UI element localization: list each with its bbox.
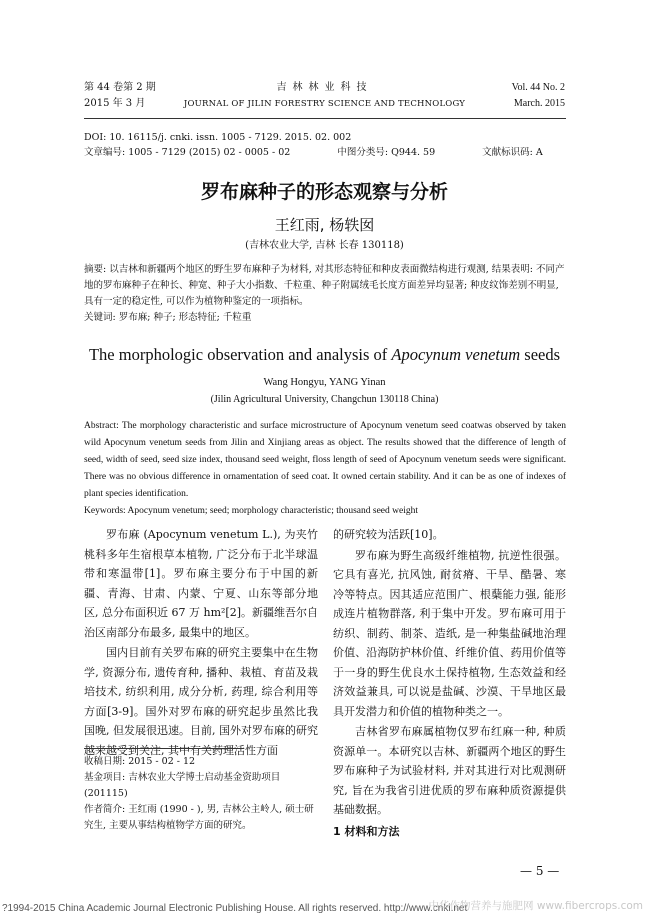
journal-name-cn: 吉林林业科技 — [276, 82, 373, 93]
journal-name-en: JOURNAL OF JILIN FORESTRY SCIENCE AND TECHNOLOGY — [183, 99, 466, 109]
document-code: 文献标识码: A — [482, 147, 543, 158]
fund-info: 基金项目: 吉林农业大学博士启动基金资助项目 (201115) — [84, 772, 281, 799]
article-meta — [84, 130, 587, 160]
body-left-column — [84, 525, 318, 761]
footnote — [84, 754, 318, 834]
affiliation-en: (Jilin Agricultural University, Changchun 130118 China) — [210, 394, 439, 405]
article-number: 文章编号: 1005 - 7129 (2015) 02 - 0005 - 02 — [84, 147, 291, 158]
volume-line: 第 44 卷第 2 期 — [84, 82, 156, 93]
title-en-part3: seeds — [520, 345, 561, 364]
watermark: 中华作物营养与施肥网 www.fibercrops.com — [428, 900, 643, 912]
title-en-part1: The morphologic observation and analysis of — [88, 345, 392, 364]
body-paragraph: 吉林省罗布麻属植物仅罗布红麻一种, 种质资源单一。本研究以吉林、新疆两个地区的野生罗布麻种子为试验材料, 并对其进行对比观测研究, 旨在为我省引进优质的罗布麻种质资源提供基础数据。 — [333, 725, 566, 816]
body-right-column — [333, 525, 566, 821]
footnote-rule — [84, 748, 244, 749]
abstract-cn-block — [84, 262, 566, 326]
volume-issue-en — [512, 80, 565, 112]
section-heading: 1 材料和方法 — [333, 825, 400, 838]
title-en-species: Apocynum venetum — [391, 345, 521, 364]
body-paragraph: 罗布麻 (Apocynum venetum L.), 为夹竹桃科多年生宿根草本植物, 广泛分布于北半球温带和寒温带[1]。罗布麻主要分布于中国的新疆、青海、甘肃、内蒙、宁夏、山东等部分地区, 总分布面积近 67 万 hm²[2]。新疆维吾尔自治区南部分布最多, 最集中的地区。 — [84, 528, 318, 639]
keywords-en: Keywords: Apocynum venetum; seed; morphology characteristic; thousand seed weight — [84, 506, 419, 516]
meta-row — [84, 145, 587, 160]
author-bio: 作者简介: 王红雨 (1990 - ), 男, 吉林公主岭人, 硕士研究生, 主要从事结构植物学方面的研究。 — [84, 804, 314, 831]
title-cn: 罗布麻种子的形态观察与分析 — [200, 181, 448, 203]
body-paragraph: 国内目前有关罗布麻的研究主要集中在生物学, 资源分布, 遗传育种, 播种、栽植、育苗及栽培技术, 纺织利用, 成分分析, 药理, 综合利用等方面[3-9]。国外对罗布麻的研究起步虽然比我国晚, 但发展很迅速。目前, 国外对罗布麻的研究越来越受到关注, 其中有关药理活性方面 — [84, 646, 318, 757]
volume-line-en: Vol. 44 No. 2 — [511, 82, 565, 93]
abstract-en: Abstract: The morphology characteristic and surface microstructure of Apocynum venetum seed coatwas observed by taken wild Apocynum venetum seeds from Jilin and Xinjiang areas as object. The results showed that the difference of length of seed, width of seed, seed size index, thousand seed weight, floss length of seed of Apocynum venetum seeds were significant. There was no obvious difference in ornamentation of seed coat. It owned certain stability. And it can be as one of indexes of plant species identification. — [84, 421, 566, 499]
header-rule — [84, 118, 566, 119]
body-paragraph: 罗布麻为野生高级纤维植物, 抗逆性很强。它具有喜光, 抗风蚀, 耐贫瘠、干旱、酷暑、寒冷等特点。因其适应范围广、根蘖能力强, 能形成连片植物群落, 利于集中开发。罗布麻可用于纺织、制药、制茶、造纸, 是一种集盐碱地治理价值、沿海防护林价值、纤维价值、药用价值等于一身的野生优良水土保持植物, 生态效益和经济效益兼具, 可以说是盐碱、沙漠、干旱地区最具开发潜力和价值的植物种类之一。 — [333, 548, 566, 718]
clc-number: 中图分类号: Q944. 59 — [337, 147, 436, 158]
authors-en: Wang Hongyu, YANG Yinan — [263, 377, 386, 388]
copyright-line: ?1994-2015 China Academic Journal Electronic Publishing House. All rights reserved. http://www.cnki.net — [2, 903, 468, 914]
date-line: 2015 年 3 月 — [84, 98, 146, 109]
keywords-cn: 关键词: 罗布麻; 种子; 形态特征; 千粒重 — [84, 312, 252, 323]
abstract-cn: 摘要: 以吉林和新疆两个地区的野生罗布麻种子为材料, 对其形态特征和种皮表面微结构进行观测, 结果表明: 不同产地的罗布麻种子在种长、种宽、种子大小指数、千粒重、种子附属绒毛长度方面差异均显著; 种皮纹饰差别不明显, 具有一定的稳定性, 可以作为植物种鉴定的一项指标。 — [84, 264, 565, 307]
doi: DOI: 10. 16115/j. cnki. issn. 1005 - 7129. 2015. 02. 002 — [84, 132, 352, 143]
abstract-en-block — [84, 418, 566, 520]
affiliation-cn: (吉林农业大学, 吉林 长春 130118) — [245, 240, 404, 251]
page-number: — 5 — — [520, 864, 560, 878]
body-paragraph: 的研究较为活跃[10]。 — [333, 528, 444, 541]
date-line-en: March. 2015 — [513, 98, 565, 109]
authors-cn: 王红雨, 杨轶囡 — [274, 216, 375, 234]
title-en — [0, 345, 649, 365]
received-date: 收稿日期: 2015 - 02 - 12 — [84, 756, 196, 767]
